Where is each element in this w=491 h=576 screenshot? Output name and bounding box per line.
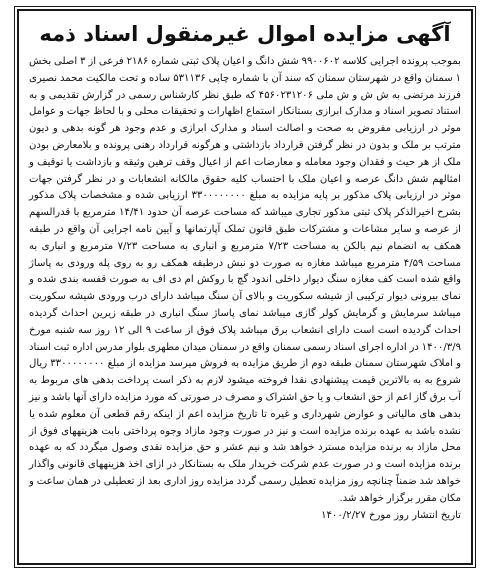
publication-date: تاریخ انتشار روز مورخ ۱۴۰۰/۲/۲۷ (321, 509, 461, 521)
notice-title: آگهی مزایده اموال غیرمنقول اسناد ذمه (39, 22, 451, 46)
notice-body: بموجب پرونده اجرایی کلاسه ۹۹۰۰۶۰۲ شش دانگ و اعیان پلاک ثبتی شماره ۲۱۸۶ فرعی از ۳ اصلی بخش ۱ سمنان واقع در شهرستان سمنان که سند آن با شماره چاپی ۵۳۱۱۳۶ ساده و تحت مالکیت محمد نصیری فرزند مرتضی به ش ش و ش ملی ۴۵۶۰۲۳۱۲۰۶ که طبق نظر کارشناس رسمی در گزارش تقدیمی و به استناد تصویر اسناد و مدارک ابرازی بستانکار استماع اظهارات و تحقیقات محلی و با لحاظ جهات و عوامل موثر در ارزیابی مفروض به صحت و اصالت اسناد و مدارک ابرازی و عدم وجود هر گونه بدهی و دیون مترتب بر ملک و بدون در نظر گرفتن قرارداد بازداشتی و هرگونه قرارداد رهنی پرونده و بلامعارض بودن ملک از هر حیث و فقدان وجود معامله و معارضات اعم از اعیال وقف ترهین وثیقه و بازداشت یا توقیف و امثالهم شش دانگ عرصه و اعیان ملک با احتساب کلیه حقوق مالکانه انشعابات و در نظر گرفتن جهات موثر در ارزیابی پلاک مذکور بر پایه مزایده به مبلغ ۳۳۰۰۰۰۰۰۰۰ ارزیابی شده و مشخصات پلاک مذکور بشرح اخیرالذکر پلاک ثبتی مذکور تجاری میباشد که مساحت عرصه آن حدود ۱۴/۴۱ مترمربع با قدرالسهم از عرصه و سایر مشاعات و مشترکات طبق قانون تملک آپارتمانها و آیین نامه اجرایی آن واقع در طبقه همکف به انضمام نیم بالکن به مساحت ۷/۲۳ مترمربع و انباری به مساحت ۷/۲۳ مترمربع و انباری به مساحت ۴/۵۹ مترمربع میباشد مغازه به صورت دو نبش درطبقه همکف رو به روی پله ورودی به پاساژ واقع شده است کف مغازه سنگ دیوار داخلی اندود گچ با روکش ام دی اف به صورت قفسه بندی شده و نمای بیرونی دیوار ترکیبی از شیشه سکوریت و بالای آن سنگ میباشد دارای درب ورودی شیشه سکوریت میباشد سرمایش و گرمایش کولر گازی میباشد نمای پاساژ سنگ انباری در طبقه زیرین احداث گردیده احداث گردیده است است دارای انشعاب برق میباشد پلاک فوق از ساعت ۹ الی ۱۲ روز سه شنبه مورخ ۱۴۰۰/۳/۹ در اداره اجرای اسناد رسمی سمنان واقع در سمنان میدان مطهری بلوار مدرس اداره ثبت اسناد و املاک شهرستان سمنان طبقه دوم از طریق مزایده به فروش میرسد مزایده از مبلغ ۳۳۰۰۰۰۰۰۰۰ ریال شروع به به بالاترین قیمت پیشنهادی نقدا فروخته میشود لازم به ذکر است پرداخت بدهی های مربوط به آب برق گاز اعم از حق انشعاب و یا حق اشتراک و مصرف در صورتی که مورد مزایده دارای آنها باشد و نیز بدهی های مالیاتی و عوارض شهرداری و غیره تا تاریخ مزایده اعم از اینکه رقم قطعی آن معلوم شده یا نشده باشد به عهده برنده مزایده است و نیز در صورت وجود مازاد وجوه پرداختی بابت هزینههای فوق از محل مازاد به برنده مزایده مسترد خواهد شد و نیم عشر و حق مزایده نقدی وصول میگردد که به عهده برنده مزایده است و در صورت عدم شرکت خریدار ملک به بستانکار در ازای اخذ هزینههای قانونی واگذار خواهد شد ضمناً چنانچه روز مزایده تعطیل رسمی گردد مزایده روز اداری بعد از تعطیلی در همان ساعت و مکان مقرر برگزار خواهد شد. (29, 56, 462, 504)
auction-notice (17, 9, 473, 565)
